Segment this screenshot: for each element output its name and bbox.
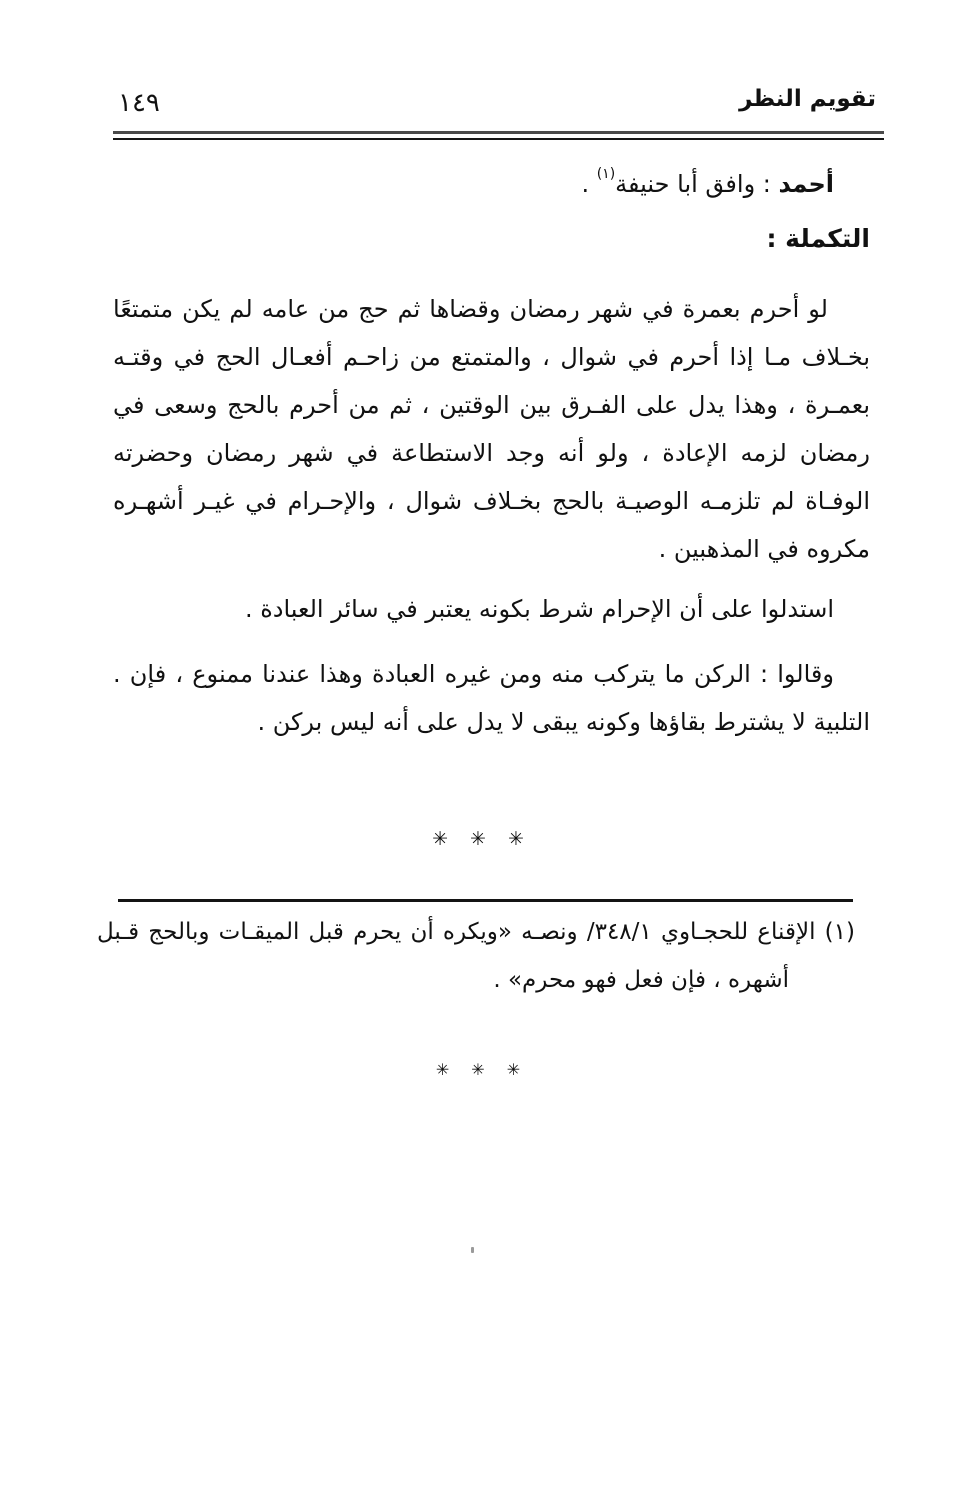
scan-speck <box>471 1247 474 1253</box>
paragraph-line: بعمـرة ، وهذا يدل على الفـرق بين الوقتين ، ثم من أحرم بالحج وسعى في <box>113 391 870 419</box>
paragraph-3 <box>113 650 870 746</box>
asterisk-ornament-icon: ✳ <box>471 1060 485 1079</box>
footnote-reference-marker: (١) <box>596 166 616 182</box>
page-number: ١٤٩ <box>118 88 160 118</box>
paragraph-2: استدلوا على أن الإحرام شرط بكونه يعتبر في سائر العبادة . <box>244 595 834 623</box>
madhhab-statement: : وافق أبا حنيفة <box>615 170 779 198</box>
asterisk-divider <box>0 828 956 850</box>
paragraph-line: لو أحرم بعمرة في شهر رمضان وقضاها ثم حج من عامه لم يكن متمتعًا <box>113 295 828 323</box>
line-period: . <box>581 170 597 198</box>
footnote-block <box>97 911 855 1007</box>
body-text-block <box>113 160 870 746</box>
ahmad-opinion-line <box>113 160 870 208</box>
paragraph-line: مكروه في المذهبين . <box>658 535 870 563</box>
footnote-separator-rule <box>118 899 853 902</box>
paragraph-line: رمضان لزمه الإعادة ، ولو أنه وجد الاستطاعة في شهر رمضان وحضرته <box>113 439 870 467</box>
section-heading-takmila: التكملة : <box>766 224 870 253</box>
asterisk-ornament-icon: ✳ <box>507 828 524 850</box>
paragraph-line: بخـلاف مـا إذا أحرم في شوال ، والمتمتع من زاحـم أفعـال الحج في وقتـه <box>113 343 870 371</box>
asterisk-divider <box>0 1060 956 1079</box>
header-double-rule <box>113 131 884 140</box>
asterisk-ornament-icon: ✳ <box>435 1060 450 1079</box>
paragraph-line: التلبية لا يشترط بقاؤها وكونه يبقى لا يدل على أنه ليس بركن . <box>257 708 870 736</box>
footnote-line: (١) الإقناع للحجـاوي ٣٤٨/١/ ونصـه «ويكره أن يحرم قبل الميقـات وبالحج قـبل <box>97 919 855 945</box>
asterisk-ornament-icon: ✳ <box>432 828 449 850</box>
paragraph-line: وقالوا : الركن ما يتركب منه ومن غيره العبادة وهذا عندنا ممنوع ، فإن . <box>113 660 834 688</box>
footnote-line: أشهره ، فإن فعل فهو محرم» . <box>493 967 789 993</box>
asterisk-ornament-icon: ✳ <box>470 828 486 850</box>
madhhab-name: أحمد <box>778 170 834 198</box>
paragraph-1 <box>113 285 870 573</box>
paragraph-line: الوفـاة لم تلزمـه الوصيـة بالحج بخـلاف شوال ، والإحـرام في غيـر أشهـره <box>113 487 870 515</box>
running-head-book-title: تقويم النظر <box>739 86 876 112</box>
asterisk-ornament-icon: ✳ <box>506 1060 521 1079</box>
